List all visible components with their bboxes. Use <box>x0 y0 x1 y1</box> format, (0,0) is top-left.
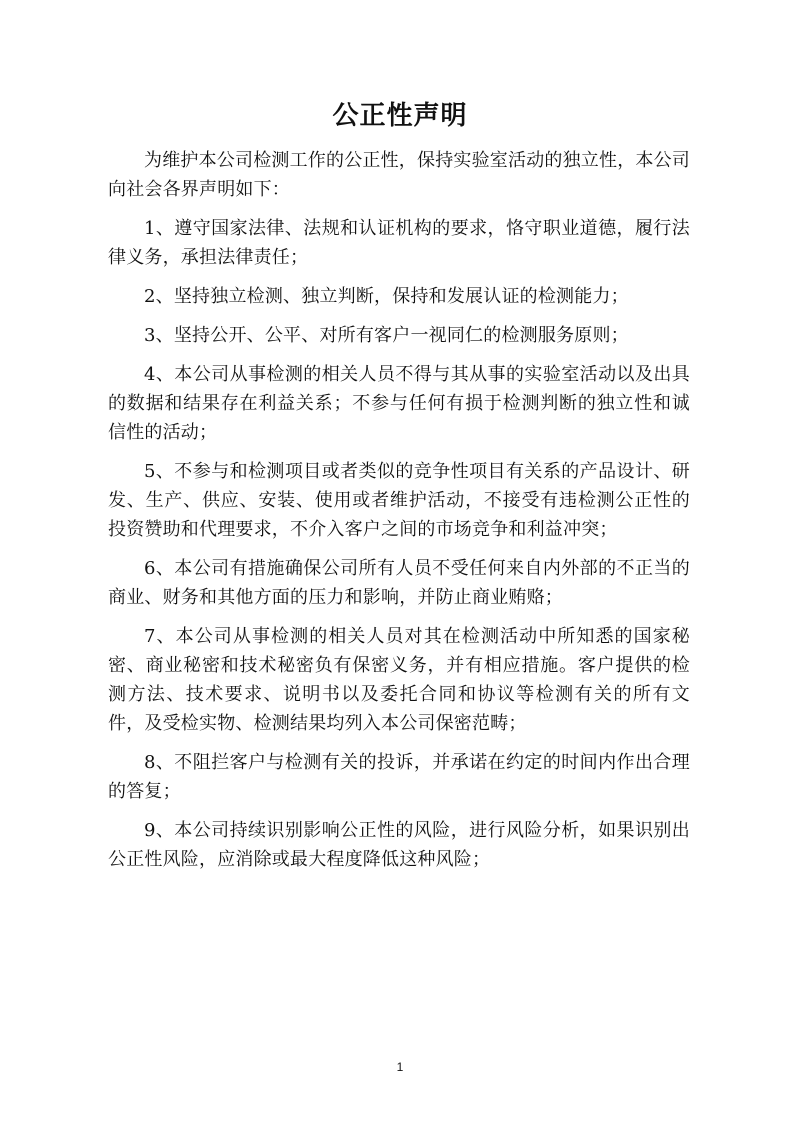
document-body <box>108 146 690 884</box>
clause-4-paragraph: 4、本公司从事检测的相关人员不得与其从事的实验室活动以及出具的数据和结果存在利益关系；不参与任何有损于检测判断的独立性和诚信性的活动； <box>108 364 690 443</box>
clause-6-paragraph: 6、本公司有措施确保公司所有人员不受任何来自内外部的不正当的商业、财务和其他方面的压力和影响，并防止商业贿赂； <box>108 558 690 608</box>
intro-paragraph: 为维护本公司检测工作的公正性，保持实验室活动的独立性，本公司向社会各界声明如下： <box>108 150 690 200</box>
clause-5-paragraph: 5、不参与和检测项目或者类似的竞争性项目有关系的产品设计、研发、生产、供应、安装、使用或者维护活动，不接受有违检测公正性的投资赞助和代理要求，不介入客户之间的市场竞争和利益冲突； <box>108 461 690 540</box>
clause-1-paragraph: 1、遵守国家法律、法规和认证机构的要求，恪守职业道德，履行法律义务，承担法律责任； <box>108 218 690 268</box>
page-number: 1 <box>396 1060 404 1074</box>
clause-8-paragraph: 8、不阻拦客户与检测有关的投诉，并承诺在约定的时间内作出合理的答复； <box>108 752 690 802</box>
clause-7-paragraph: 7、本公司从事检测的相关人员对其在检测活动中所知悉的国家秘密、商业秘密和技术秘密负有保密义务，并有相应措施。客户提供的检测方法、技术要求、说明书以及委托合同和协议等检测有关的所有文件，及受检实物、检测结果均列入本公司保密范畴； <box>108 626 690 734</box>
document-title: 公正性声明 <box>332 101 468 131</box>
clause-2-paragraph: 2、坚持独立检测、独立判断，保持和发展认证的检测能力； <box>144 286 629 307</box>
clause-3-paragraph: 3、坚持公开、公平、对所有客户一视同仁的检测服务原则； <box>144 325 629 346</box>
clause-9-paragraph: 9、本公司持续识别影响公正性的风险，进行风险分析，如果识别出公正性风险，应消除或最大程度降低这种风险； <box>108 820 690 870</box>
